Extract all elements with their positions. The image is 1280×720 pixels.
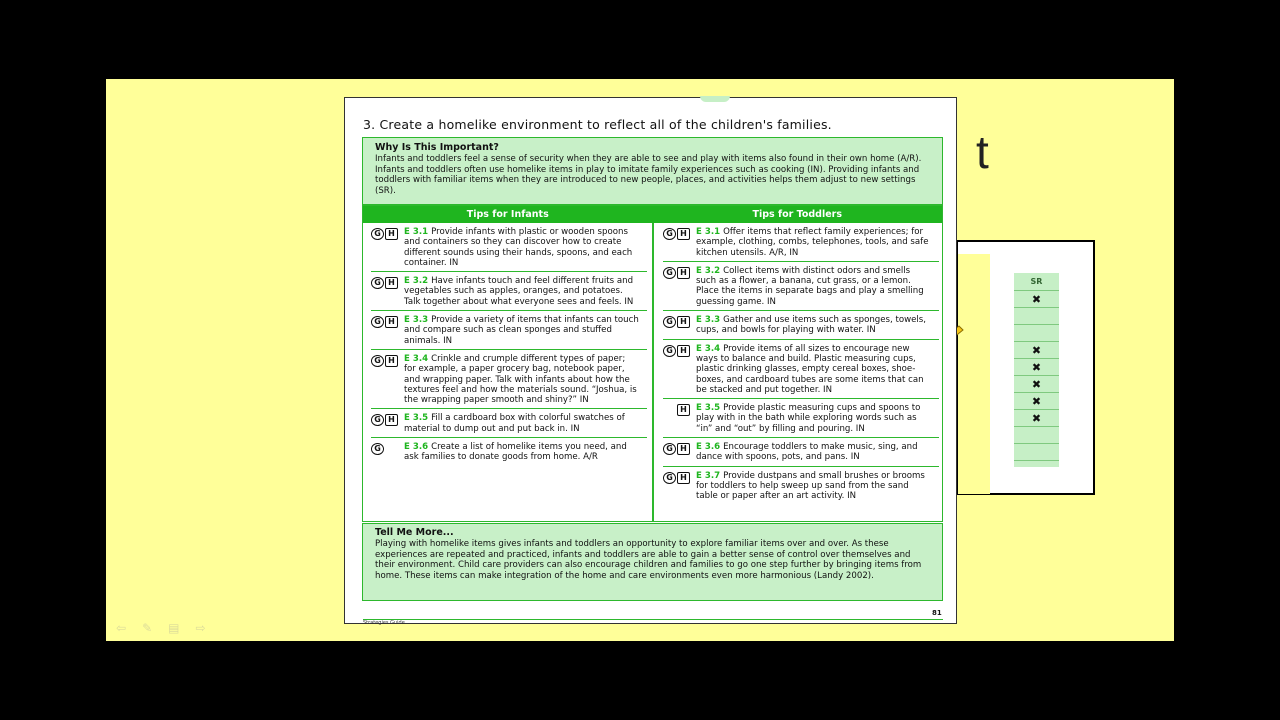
- tip-code: E 3.3: [696, 315, 724, 326]
- tip-text: E 3.2 Collect items with distinct odors and smells such as a flower, a banana, cut grass, or a lemon. Place the items in separate bags and play a smelling guessing game. IN: [696, 265, 924, 307]
- infant-tip: [371, 350, 647, 409]
- background-table-row: ✖: [1014, 376, 1059, 393]
- tip-text: E 3.6 Encourage toddlers to make music, sing, and dance with spoons, pots, and pans. IN: [696, 442, 918, 463]
- page-number: 81: [932, 609, 942, 617]
- background-table-header: SR: [1014, 273, 1059, 291]
- toddler-tip: [663, 262, 939, 311]
- tip-code: E 3.4: [696, 343, 724, 354]
- toddler-tip: [663, 399, 939, 438]
- tip-text: E 3.1 Offer items that reflect family experiences; for example, clothing, combs, telephones, tools, and safe kitchen utensils. A/R, IN: [696, 227, 929, 258]
- group-care-icon: G: [371, 316, 384, 328]
- background-table-row: ✖: [1014, 393, 1059, 410]
- pen-icon[interactable]: ✎: [142, 621, 153, 635]
- home-care-icon: H: [677, 228, 690, 240]
- home-care-icon: H: [385, 414, 398, 426]
- tip-text: E 3.2 Have infants touch and feel different fruits and vegetables such as apples, oranges, and potatoes. Talk together about what everyone sees and feels. IN: [404, 276, 634, 307]
- why-title: Why Is This Important?: [375, 142, 499, 153]
- group-care-icon: G: [663, 472, 676, 484]
- tip-code: E 3.4: [404, 353, 432, 364]
- toddler-tips-column: [663, 223, 939, 505]
- group-care-icon: G: [663, 267, 676, 279]
- toddler-tip: [663, 311, 939, 340]
- tell-me-more-box: [362, 523, 943, 601]
- tip-text: E 3.1 Provide infants with plastic or wooden spoons and containers so they can discover how to create different sounds using their hands, spoons, and each container. IN: [404, 227, 633, 268]
- group-care-icon: G: [663, 345, 676, 357]
- group-care-icon: G: [663, 443, 676, 455]
- back-icon[interactable]: ⇦: [116, 621, 127, 635]
- tip-code: E 3.1: [404, 227, 432, 237]
- tip-icons: [663, 227, 696, 258]
- tip-code: E 3.6: [696, 442, 724, 453]
- toddler-tip: [663, 467, 939, 505]
- infant-tip: [371, 438, 647, 466]
- tip-icons: [663, 266, 696, 307]
- tip-text: E 3.5 Fill a cardboard box with colorful swatches of material to dump out and put back in. IN: [404, 413, 625, 434]
- tip-text: E 3.3 Provide a variety of items that infants can touch and compare such as clean sponges and stuffed animals. IN: [404, 315, 639, 346]
- group-care-icon: G: [663, 316, 676, 328]
- background-table-row: ✖: [1014, 410, 1059, 427]
- toddler-tip: [663, 340, 939, 399]
- home-care-icon: H: [385, 228, 398, 240]
- document-heading: 3. Create a homelike environment to reflect all of the children's families.: [363, 117, 832, 132]
- background-table-row: [1014, 325, 1059, 342]
- group-care-icon: G: [371, 414, 384, 426]
- tell-title: Tell Me More...: [375, 527, 454, 538]
- tip-text: E 3.5 Provide plastic measuring cups and spoons to play with in the bath while exploring words such as “in” and “out” by filling and pouring. IN: [696, 403, 921, 434]
- tips-infants-label: Tips for Infants: [466, 209, 549, 220]
- tell-body: Playing with homelike items gives infants and toddlers an opportunity to explore familiar items over and over. As these experiences are repeated and practiced, infants and toddlers are able to gain a better sense of control over themselves and their environment. Child care providers can also encourage children and families to go one step further by bringing items from home. These items can make integration of the home and care environments even more harmonious (Landy 2002).: [375, 539, 922, 581]
- tip-code: E 3.5: [696, 403, 724, 414]
- tip-icons: [663, 471, 696, 502]
- background-table-row: ✖: [1014, 342, 1059, 359]
- tip-icons: [663, 442, 696, 463]
- why-body: Infants and toddlers feel a sense of security when they are able to see and play with items also found in their own home (A/R). Infants and toddlers often use homelike items in play to imitate family experiences such as cooking (IN). Providing infants and toddlers with familiar items when they are introduced to new people, places, and activities helps them adjust to new settings (SR).: [375, 154, 922, 196]
- tip-code: E 3.3: [404, 315, 432, 326]
- background-table-row: [1014, 427, 1059, 444]
- tip-code: E 3.7: [696, 470, 724, 481]
- tip-icons: [371, 442, 404, 463]
- forward-icon[interactable]: ⇨: [195, 621, 206, 635]
- background-table-row: ✖: [1014, 291, 1059, 308]
- document-page: [344, 97, 957, 624]
- toddler-tip: [663, 438, 939, 467]
- infant-tip: [371, 311, 647, 350]
- group-care-icon: G: [371, 277, 384, 289]
- background-table-row: [1014, 444, 1059, 461]
- tip-icons: [371, 276, 404, 307]
- why-important-box: [362, 137, 943, 205]
- tip-icons: [663, 344, 696, 395]
- home-care-icon: H: [677, 472, 690, 484]
- tips-box: [362, 205, 943, 522]
- infant-tip: [371, 223, 647, 272]
- home-care-icon: H: [385, 316, 398, 328]
- background-title-fragment: t: [976, 126, 989, 178]
- tip-code: E 3.1: [696, 227, 724, 237]
- home-care-icon: H: [385, 355, 398, 367]
- infant-tip: [371, 272, 647, 311]
- background-table-row: ✖: [1014, 359, 1059, 376]
- infant-tips-column: [371, 223, 647, 466]
- tip-code: E 3.2: [404, 276, 432, 287]
- group-care-icon: G: [371, 443, 384, 455]
- home-care-icon: H: [385, 277, 398, 289]
- blank-icon-slot: [663, 404, 676, 416]
- tips-header: [363, 206, 942, 223]
- tip-text: E 3.4 Crinkle and crumple different types of paper; for example, a paper grocery bag, notebook paper, and wrapping paper. Talk with infants about how the textures feel and how the materials sound. “Joshua, is the wrapping paper smooth and shiny?” IN: [404, 353, 637, 406]
- background-table: [1014, 273, 1059, 467]
- infant-tip: [371, 409, 647, 438]
- tip-icons: [663, 315, 696, 336]
- background-table-row: [1014, 308, 1059, 325]
- group-care-icon: G: [663, 228, 676, 240]
- home-care-icon: H: [677, 404, 690, 416]
- tip-code: E 3.6: [404, 442, 432, 453]
- toddler-tip: [663, 223, 939, 262]
- slide-nav-controls: [116, 621, 206, 635]
- tip-icons: [663, 403, 696, 434]
- tip-code: E 3.2: [696, 265, 724, 276]
- tip-icons: [371, 315, 404, 346]
- home-care-icon: H: [677, 316, 690, 328]
- home-care-icon: H: [677, 267, 690, 279]
- home-care-icon: H: [677, 345, 690, 357]
- home-care-icon: H: [677, 443, 690, 455]
- slide: [106, 79, 1174, 641]
- tip-icons: [371, 413, 404, 434]
- tip-text: E 3.7 Provide dustpans and small brushes or brooms for toddlers to help sweep up sand from the sand table or paper after an art activity. IN: [696, 470, 925, 502]
- tip-text: E 3.6 Create a list of homelike items you need, and ask families to donate goods from home. A/R: [404, 442, 627, 463]
- group-care-icon: G: [371, 355, 384, 367]
- tip-code: E 3.5: [404, 413, 432, 424]
- tip-icons: [371, 354, 404, 405]
- group-care-icon: G: [371, 228, 384, 240]
- page-footer: Strategies Guide: [363, 620, 405, 626]
- tip-text: E 3.3 Gather and use items such as sponges, towels, cups, and bowls for playing with water. IN: [696, 315, 927, 336]
- tips-toddlers-label: Tips for Toddlers: [752, 209, 843, 220]
- menu-icon[interactable]: ▤: [168, 621, 180, 635]
- tip-icons: [371, 227, 404, 268]
- tip-text: E 3.4 Provide items of all sizes to encourage new ways to balance and build. Plastic measuring cups, plastic drinking glasses, empty cereal boxes, shoe-boxes, and cardboard tubes are some items that can be stacked and put together. IN: [696, 343, 924, 395]
